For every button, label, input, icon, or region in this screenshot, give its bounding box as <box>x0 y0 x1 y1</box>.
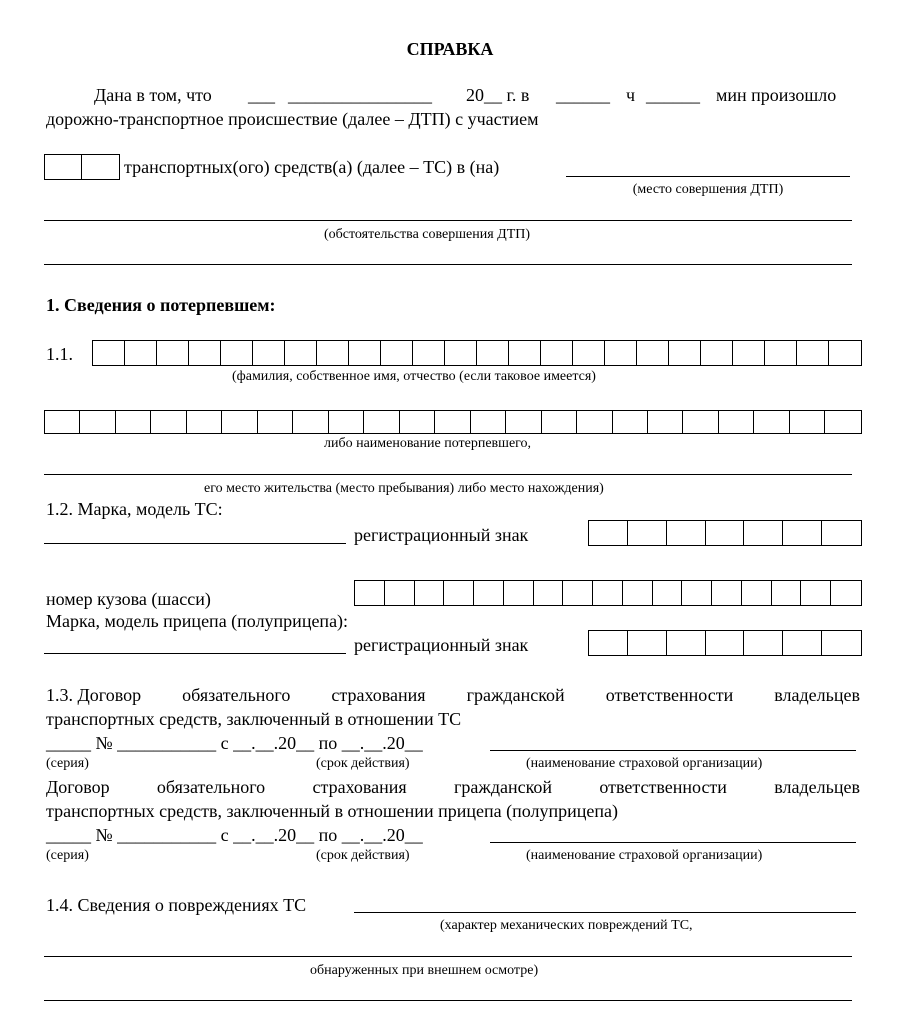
intro-line2: дорожно-транспортное происшествие (далее – ДТП) с участием <box>46 109 539 129</box>
box-cell[interactable] <box>80 411 115 433</box>
s11-label: 1.1. <box>46 344 73 364</box>
s13-line1 <box>46 684 860 706</box>
reg-sign-boxes[interactable] <box>588 520 862 546</box>
box-cell[interactable] <box>151 411 186 433</box>
caption-insurer: (наименование страховой организации) <box>526 756 763 771</box>
contract-row[interactable]: _____ № ___________ с __.__.20__ по __.__.20__ <box>46 733 423 753</box>
trailer-reg-sign-label: регистрационный знак <box>354 635 529 655</box>
box-cell[interactable] <box>790 411 825 433</box>
box-cell[interactable] <box>712 581 742 605</box>
trailer-contract-line1 <box>46 776 860 798</box>
box-cell[interactable] <box>653 581 683 605</box>
box-cell[interactable] <box>667 631 706 655</box>
word: обязательного <box>182 685 291 705</box>
damage-line-3[interactable] <box>44 1000 852 1001</box>
box-cell[interactable] <box>628 521 667 545</box>
box-cell[interactable] <box>706 631 745 655</box>
box-cell[interactable] <box>349 341 381 365</box>
box-cell[interactable] <box>623 581 653 605</box>
word: 1.3. Договор <box>46 685 142 705</box>
box-cell[interactable] <box>189 341 221 365</box>
box-cell[interactable] <box>477 341 509 365</box>
box-cell[interactable] <box>471 411 506 433</box>
box-cell[interactable] <box>116 411 151 433</box>
box-cell[interactable] <box>504 581 534 605</box>
contract-row-2[interactable]: _____ № ___________ с __.__.20__ по __.__.20__ <box>46 825 423 845</box>
box-cell[interactable] <box>706 521 745 545</box>
box-cell[interactable] <box>445 341 477 365</box>
box-cell[interactable] <box>801 581 831 605</box>
word: ответственности <box>605 685 734 705</box>
body-number-boxes[interactable] <box>354 580 862 606</box>
box-cell[interactable] <box>45 411 80 433</box>
box-cell[interactable] <box>829 341 861 365</box>
box-cell[interactable] <box>285 341 317 365</box>
box-cell[interactable] <box>253 341 285 365</box>
damage-line[interactable] <box>354 912 856 913</box>
box-cell[interactable] <box>444 581 474 605</box>
circumstances-line[interactable] <box>44 220 852 221</box>
box-cell[interactable] <box>125 341 157 365</box>
box-cell[interactable] <box>509 341 541 365</box>
s14-heading: 1.4. Сведения о повреждениях ТС <box>46 895 307 915</box>
box-cell[interactable] <box>541 341 573 365</box>
box-cell[interactable] <box>825 411 860 433</box>
trailer-model-line[interactable] <box>44 653 346 654</box>
section1-heading: 1. Сведения о потерпевшем: <box>46 295 276 315</box>
box-cell[interactable] <box>82 155 119 179</box>
insurer-line[interactable] <box>490 750 856 751</box>
caption-series: (серия) <box>46 756 89 771</box>
box-cell[interactable] <box>628 631 667 655</box>
intro-given: Дана в том, что <box>94 85 212 105</box>
box-cell[interactable] <box>765 341 797 365</box>
blank-hour[interactable]: ______ <box>556 85 610 105</box>
box-cell[interactable] <box>506 411 541 433</box>
box-cell[interactable] <box>355 581 385 605</box>
word: гражданской <box>466 685 565 705</box>
box-cell[interactable] <box>222 411 257 433</box>
box-cell[interactable] <box>822 521 861 545</box>
box-cell[interactable] <box>682 581 712 605</box>
model-line[interactable] <box>44 543 346 544</box>
box-cell[interactable] <box>742 581 772 605</box>
box-cell[interactable] <box>221 341 253 365</box>
residence-caption: его место жительства (место пребывания) либо место нахождения) <box>204 481 604 496</box>
damage-line-2[interactable] <box>44 956 852 957</box>
box-cell[interactable] <box>822 631 861 655</box>
box-cell[interactable] <box>573 341 605 365</box>
box-cell[interactable] <box>783 521 822 545</box>
box-cell[interactable] <box>364 411 399 433</box>
box-cell[interactable] <box>577 411 612 433</box>
box-cell[interactable] <box>187 411 222 433</box>
box-cell[interactable] <box>258 411 293 433</box>
caption-series-2: (серия) <box>46 848 89 863</box>
name-boxes[interactable] <box>44 410 862 434</box>
place-caption: (место совершения ДТП) <box>632 182 784 197</box>
intro-year: 20__ г. в <box>466 85 530 105</box>
box-cell[interactable] <box>589 631 628 655</box>
word: владельцев <box>774 777 860 797</box>
s13-line2: транспортных средств, заключенный в отношении ТС <box>46 709 462 729</box>
blank-minutes[interactable]: ______ <box>646 85 700 105</box>
box-cell[interactable] <box>589 521 628 545</box>
damage-caption-1: (характер механических повреждений ТС, <box>440 918 693 933</box>
blank-month[interactable]: ________________ <box>288 85 432 105</box>
intro-min-end: мин произошло <box>716 85 837 105</box>
vehicles-text: транспортных(ого) средств(а) (далее – ТС) в (на) <box>124 157 500 177</box>
word: страхования <box>312 777 407 797</box>
box-cell[interactable] <box>648 411 683 433</box>
box-cell[interactable] <box>701 341 733 365</box>
residence-line[interactable] <box>44 474 852 475</box>
trailer-reg-sign-boxes[interactable] <box>588 630 862 656</box>
caption-validity-2: (срок действия) <box>316 848 410 863</box>
box-cell[interactable] <box>613 411 648 433</box>
box-cell[interactable] <box>415 581 445 605</box>
box-cell[interactable] <box>381 341 413 365</box>
box-cell[interactable] <box>563 581 593 605</box>
word: гражданской <box>454 777 553 797</box>
box-cell[interactable] <box>605 341 637 365</box>
trailer-heading: Марка, модель прицепа (полуприцепа): <box>46 611 349 631</box>
word: обязательного <box>156 777 266 797</box>
damage-caption-2: обнаруженных при внешнем осмотре) <box>310 963 539 978</box>
vehicle-count-boxes[interactable] <box>44 154 120 180</box>
fio-boxes[interactable] <box>92 340 862 366</box>
box-cell[interactable] <box>683 411 718 433</box>
trailer-contract-line2: транспортных средств, заключенный в отношении прицепа (полуприцепа) <box>46 801 618 821</box>
box-cell[interactable] <box>754 411 789 433</box>
box-cell[interactable] <box>667 521 706 545</box>
box-cell[interactable] <box>797 341 829 365</box>
box-cell[interactable] <box>542 411 577 433</box>
fio-caption: (фамилия, собственное имя, отчество (если таковое имеется) <box>232 369 596 384</box>
name-caption: либо наименование потерпевшего, <box>324 436 532 451</box>
box-cell[interactable] <box>744 521 783 545</box>
insurer-line-2[interactable] <box>490 842 856 843</box>
circumstances-line-2[interactable] <box>44 264 852 265</box>
box-cell[interactable] <box>733 341 765 365</box>
box-cell[interactable] <box>637 341 669 365</box>
box-cell[interactable] <box>435 411 470 433</box>
box-cell[interactable] <box>593 581 623 605</box>
hour-unit: ч <box>626 85 636 105</box>
page-title: СПРАВКА <box>406 39 494 59</box>
caption-validity: (срок действия) <box>316 756 410 771</box>
blank-day[interactable]: ___ <box>248 85 275 105</box>
circumstances-caption: (обстоятельства совершения ДТП) <box>324 227 531 242</box>
box-cell[interactable] <box>45 155 82 179</box>
box-cell[interactable] <box>831 581 861 605</box>
box-cell[interactable] <box>669 341 701 365</box>
box-cell[interactable] <box>293 411 328 433</box>
place-line[interactable] <box>566 176 850 177</box>
box-cell[interactable] <box>534 581 564 605</box>
box-cell[interactable] <box>413 341 445 365</box>
box-cell[interactable] <box>744 631 783 655</box>
box-cell[interactable] <box>400 411 435 433</box>
word: Договор <box>46 777 110 797</box>
word: страхования <box>331 685 426 705</box>
box-cell[interactable] <box>157 341 189 365</box>
s12-heading: 1.2. Марка, модель ТС: <box>46 499 223 519</box>
caption-insurer-2: (наименование страховой организации) <box>526 848 763 863</box>
box-cell[interactable] <box>783 631 822 655</box>
reg-sign-label: регистрационный знак <box>354 525 529 545</box>
word: владельцев <box>774 685 860 705</box>
box-cell[interactable] <box>719 411 754 433</box>
word: ответственности <box>599 777 727 797</box>
body-number-label: номер кузова (шасси) <box>46 589 211 609</box>
box-cell[interactable] <box>474 581 504 605</box>
box-cell[interactable] <box>385 581 415 605</box>
box-cell[interactable] <box>317 341 349 365</box>
box-cell[interactable] <box>329 411 364 433</box>
box-cell[interactable] <box>93 341 125 365</box>
box-cell[interactable] <box>772 581 802 605</box>
